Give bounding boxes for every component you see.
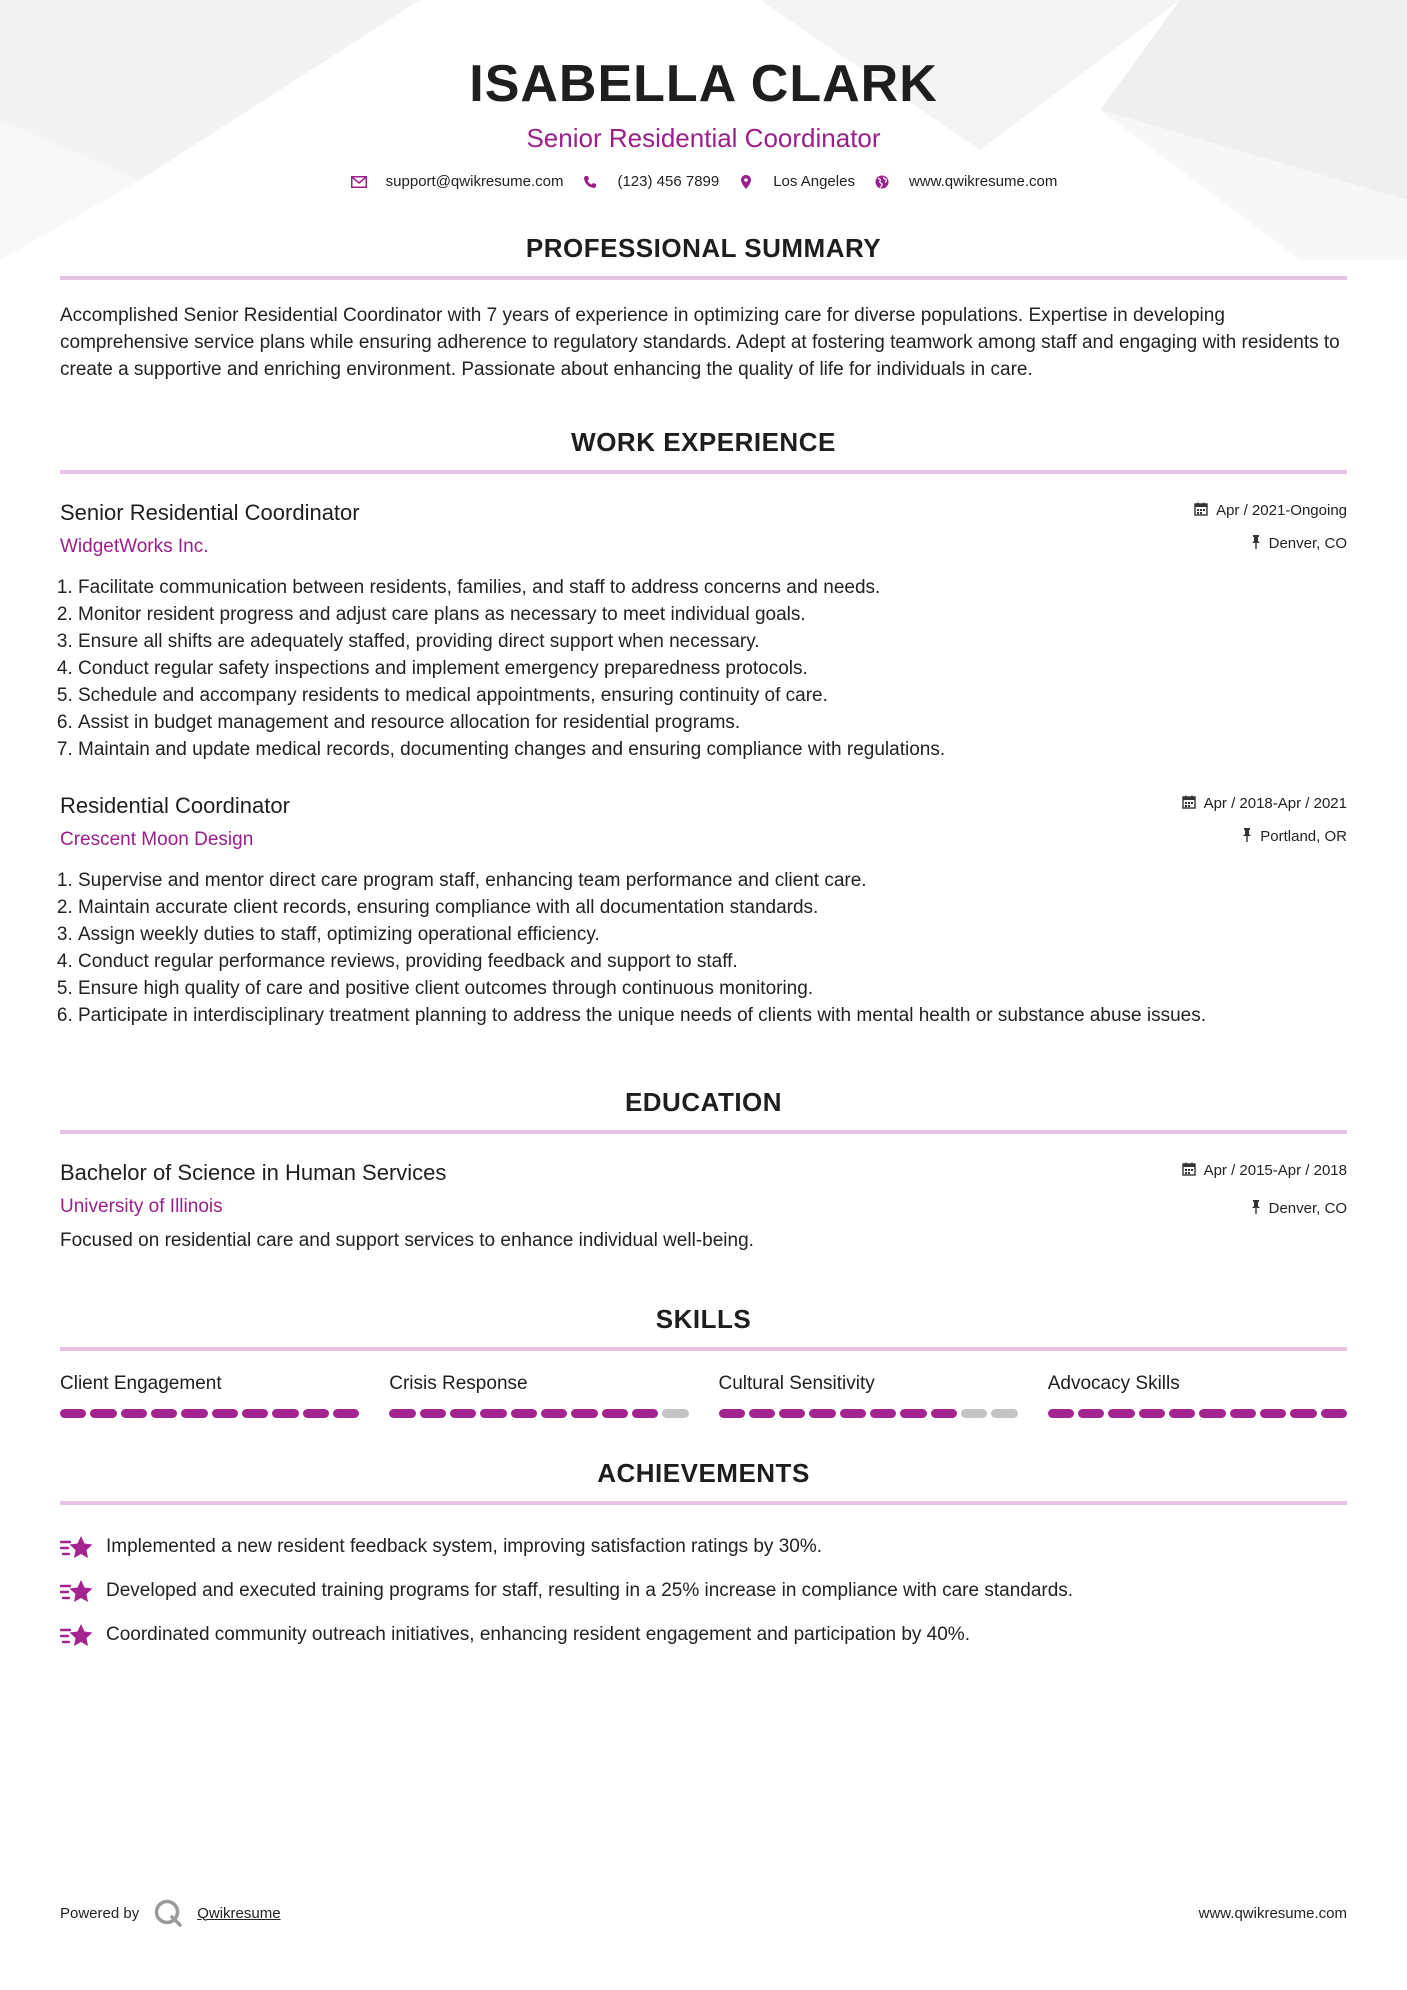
list-item: 1. Supervise and mentor direct care program staff, enhancing team performance and client care.	[78, 867, 1347, 894]
job-responsibilities	[60, 574, 1347, 763]
skill-level-bar	[1048, 1409, 1347, 1418]
skill-segment	[1108, 1409, 1134, 1418]
job-company: Crescent Moon Design	[60, 828, 254, 850]
skill-segment	[90, 1409, 116, 1418]
skill-segment	[541, 1409, 567, 1418]
skill-name: Advocacy Skills	[1047, 1372, 1180, 1394]
brand-link[interactable]: Qwikresume	[197, 1904, 281, 1922]
skill-segment	[1260, 1409, 1286, 1418]
skill-level-bar	[60, 1409, 359, 1418]
achievement-item	[60, 1613, 1347, 1657]
list-item: 4. Conduct regular safety inspections and implement emergency preparedness protocols.	[78, 655, 1347, 682]
skill-segment	[420, 1409, 446, 1418]
contact-location	[737, 173, 855, 191]
shooting-star-icon	[60, 1533, 94, 1561]
list-item: 6. Assist in budget management and resource allocation for residential programs.	[78, 709, 1347, 736]
contact-email-text: support@qwikresume.com	[385, 173, 564, 191]
skill-item	[1048, 1373, 1347, 1418]
skill-segment	[212, 1409, 238, 1418]
skill-segment	[333, 1409, 359, 1418]
skill-segment	[1199, 1409, 1225, 1418]
job-dates: Apr / 2018-Apr / 2021	[1203, 795, 1347, 813]
skills-heading: SKILLS	[655, 1303, 752, 1334]
contact-location-text: Los Angeles	[773, 173, 855, 191]
contact-website[interactable]	[873, 173, 1057, 191]
skill-segment	[961, 1409, 987, 1418]
job-entry	[60, 500, 1347, 763]
school: University of Illinois	[60, 1195, 223, 1217]
list-item: 6. Participate in interdisciplinary treatment planning to address the unique needs of clients with mental health or substance abuse issues.	[78, 1002, 1347, 1029]
list-item: 3. Ensure all shifts are adequately staffed, providing direct support when necessary.	[78, 628, 1347, 655]
section-divider	[60, 1501, 1347, 1505]
skill-segment	[303, 1409, 329, 1418]
skill-segment	[450, 1409, 476, 1418]
list-item: 5. Schedule and accompany residents to medical appointments, ensuring continuity of care.	[78, 682, 1347, 709]
skill-segment	[1078, 1409, 1104, 1418]
job-title: Residential Coordinator	[60, 792, 290, 818]
skill-segment	[151, 1409, 177, 1418]
job-responsibilities	[60, 867, 1347, 1029]
skill-segment	[779, 1409, 805, 1418]
phone-icon	[581, 173, 599, 191]
skill-segment	[272, 1409, 298, 1418]
skill-segment	[1230, 1409, 1256, 1418]
skill-item	[719, 1373, 1018, 1418]
powered-by	[60, 1898, 281, 1928]
education-description: Focused on residential care and support services to enhance individual well-being.	[60, 1229, 754, 1251]
footer-url[interactable]: www.qwikresume.com	[1198, 1904, 1347, 1922]
skill-segment	[571, 1409, 597, 1418]
skill-segment	[60, 1409, 86, 1418]
education-section	[60, 1087, 1347, 1252]
envelope-icon	[350, 173, 368, 191]
calendar-icon	[1182, 1162, 1196, 1180]
achievement-text: Implemented a new resident feedback system, improving satisfaction ratings by 30%.	[106, 1535, 823, 1557]
education-dates: Apr / 2015-Apr / 2018	[1203, 1162, 1347, 1180]
skill-segment	[602, 1409, 628, 1418]
shooting-star-icon	[60, 1621, 94, 1649]
job-location: Portland, OR	[1260, 828, 1347, 846]
skill-segment	[480, 1409, 506, 1418]
education-entry	[60, 1160, 1347, 1252]
experience-section	[60, 427, 1347, 1029]
skill-level-bar	[389, 1409, 688, 1418]
achievement-text: Coordinated community outreach initiatives, enhancing resident engagement and participation by 40%.	[106, 1623, 970, 1645]
skills-grid	[60, 1373, 1347, 1418]
list-item: 2. Monitor resident progress and adjust care plans as necessary to meet individual goals.	[78, 601, 1347, 628]
skill-segment	[632, 1409, 658, 1418]
skill-segment	[719, 1409, 745, 1418]
list-item: 5. Ensure high quality of care and positive client outcomes through continuous monitoring.	[78, 975, 1347, 1002]
achievement-item	[60, 1525, 1347, 1569]
list-item: 4. Conduct regular performance reviews, providing feedback and support to staff.	[78, 948, 1347, 975]
contact-phone-text: (123) 456 7899	[617, 173, 720, 191]
contact-website-text: www.qwikresume.com	[908, 173, 1058, 191]
skill-segment	[121, 1409, 147, 1418]
skill-segment	[1321, 1409, 1347, 1418]
list-item: 7. Maintain and update medical records, documenting changes and ensuring compliance with regulations.	[78, 736, 1347, 763]
pushpin-icon	[1251, 535, 1261, 553]
degree: Bachelor of Science in Human Services	[60, 1159, 447, 1185]
skill-segment	[991, 1409, 1017, 1418]
skill-segment	[900, 1409, 926, 1418]
list-item: 1. Facilitate communication between residents, families, and staff to address concerns and needs.	[78, 574, 1347, 601]
section-divider	[60, 276, 1347, 280]
skill-segment	[242, 1409, 268, 1418]
skill-level-bar	[719, 1409, 1018, 1418]
skill-name: Cultural Sensitivity	[718, 1372, 875, 1394]
section-divider	[60, 470, 1347, 474]
job-location: Denver, CO	[1268, 535, 1347, 553]
skill-segment	[1169, 1409, 1195, 1418]
achievement-text: Developed and executed training programs for staff, resulting in a 25% increase in compliance with care standards.	[106, 1579, 1074, 1601]
list-item: 3. Assign weekly duties to staff, optimizing operational efficiency.	[78, 921, 1347, 948]
summary-heading: PROFESSIONAL SUMMARY	[525, 232, 882, 263]
list-item: 2. Maintain accurate client records, ensuring compliance with all documentation standards.	[78, 894, 1347, 921]
contact-email[interactable]	[350, 173, 564, 191]
job-title: Senior Residential Coordinator	[60, 499, 360, 525]
skill-segment	[870, 1409, 896, 1418]
section-divider	[60, 1347, 1347, 1351]
education-heading: EDUCATION	[624, 1086, 783, 1117]
contact-bar	[60, 173, 1347, 191]
skill-segment	[662, 1409, 688, 1418]
skill-item	[389, 1373, 688, 1418]
summary-section	[60, 233, 1347, 383]
globe-icon	[873, 173, 891, 191]
job-entry	[60, 793, 1347, 1029]
skills-section	[60, 1304, 1347, 1418]
skill-segment	[181, 1409, 207, 1418]
calendar-icon	[1194, 502, 1208, 520]
resume-header	[60, 0, 1347, 191]
job-company: WidgetWorks Inc.	[60, 535, 209, 557]
shooting-star-icon	[60, 1577, 94, 1605]
qwikresume-logo-icon	[153, 1898, 183, 1928]
skill-segment	[1139, 1409, 1165, 1418]
summary-text: Accomplished Senior Residential Coordinator with 7 years of experience in optimizing care for diverse populations. Expertise in developing comprehensive service plans while ensuring adherence to regulatory standards. Adept at fostering teamwork among staff and engaging with residents to create a supportive and enriching environment. Passionate about enhancing the quality of life for individuals in care.	[60, 304, 1340, 380]
skill-name: Crisis Response	[389, 1372, 528, 1394]
skill-segment	[389, 1409, 415, 1418]
candidate-name: ISABELLA CLARK	[469, 55, 938, 113]
skill-item	[60, 1373, 359, 1418]
contact-phone[interactable]	[581, 173, 719, 191]
powered-by-label: Powered by	[60, 1904, 140, 1922]
pushpin-icon	[1242, 828, 1252, 846]
experience-heading: WORK EXPERIENCE	[571, 426, 836, 457]
pushpin-icon	[1251, 1200, 1261, 1218]
skill-name: Client Engagement	[60, 1372, 222, 1394]
achievements-list	[60, 1525, 1347, 1657]
skill-segment	[1048, 1409, 1074, 1418]
education-location: Denver, CO	[1268, 1200, 1347, 1218]
achievements-heading: ACHIEVEMENTS	[597, 1457, 810, 1488]
skill-segment	[840, 1409, 866, 1418]
achievements-section	[60, 1458, 1347, 1657]
skill-segment	[511, 1409, 537, 1418]
page-footer	[60, 1898, 1347, 1928]
map-pin-icon	[737, 173, 755, 191]
skill-segment	[931, 1409, 957, 1418]
achievement-item	[60, 1569, 1347, 1613]
calendar-icon	[1182, 795, 1196, 813]
section-divider	[60, 1130, 1347, 1134]
job-dates: Apr / 2021-Ongoing	[1216, 502, 1347, 520]
skill-segment	[749, 1409, 775, 1418]
skill-segment	[1290, 1409, 1316, 1418]
skill-segment	[809, 1409, 835, 1418]
candidate-title: Senior Residential Coordinator	[526, 123, 881, 153]
